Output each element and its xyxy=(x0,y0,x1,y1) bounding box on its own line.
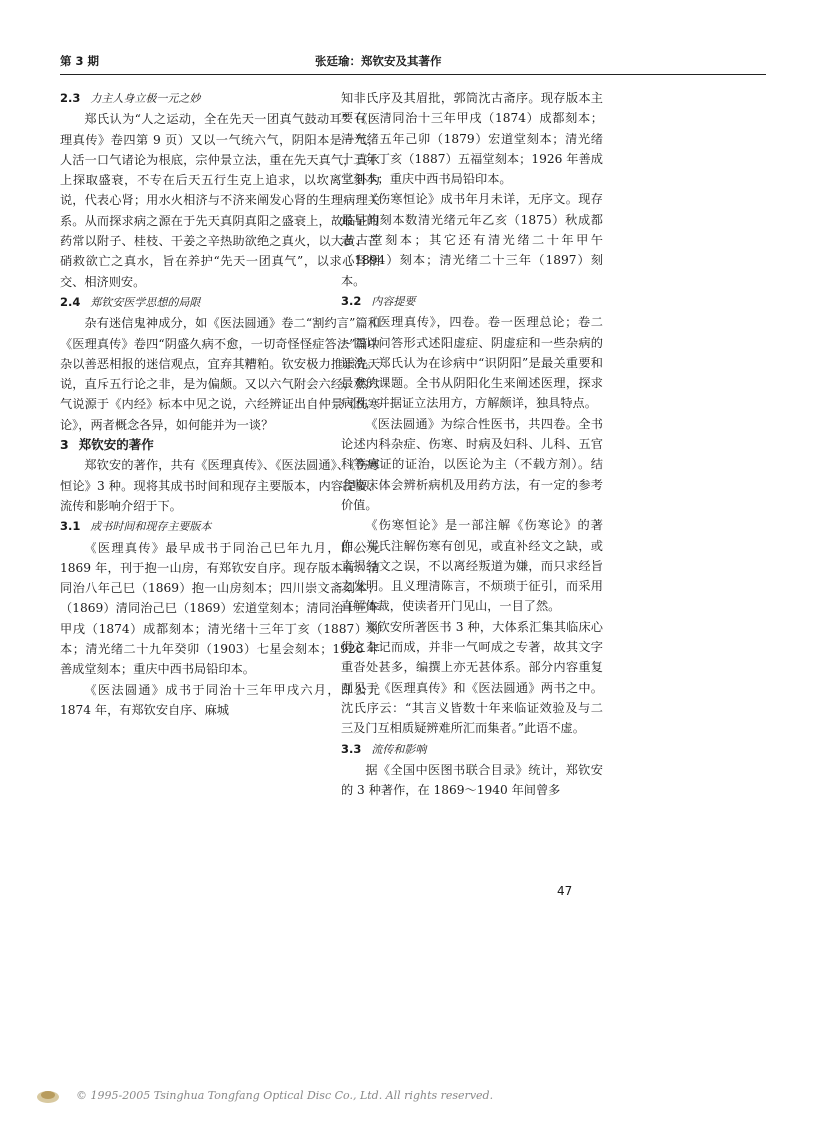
paragraph: 郑钦安所著医书 3 种，大体系汇集其临床心得之杂记而成，并非一气呵成之专著，故其文字重沓处甚多，编撰上亦无甚体系。部分内容重复互见于《医理真传》和《医法圆通》两书之中。沈氏序云：“其言义皆数十年来临证效验及与二三及门互相质疑辨难所汇而集者。”此语不虚。 xyxy=(341,619,603,736)
paragraph: 郑氏认为“人之运动，全在先天一团真气鼓动耳”（《医理真传》卷四第 9 页）又以一气统六气，阴阳本是一气，人活一口气诸论为根底，宗仲景立法，重在先天真气，真水上探取盛衰，不专在后天五行生克上追求，以坎离二卦为说，代表心肾；用水火相济与不济来阐发心肾的生理病理关系。从而探求病之源在于先天真阴真阳之盛衰上，故临证用药常以附子、桂枝、干姜之辛热助欲绝之真火，以大黄、芒硝救欲亡之真水，旨在养护“先天一团真气”，以求心肾相交、相济则安。 xyxy=(60,112,380,289)
publisher-logo-icon xyxy=(36,1088,60,1104)
subsection-heading: 2.3 力主人身立极一元之妙 xyxy=(60,91,201,105)
issue-number: 第 3 期 xyxy=(60,54,100,68)
paragraph: 《医理真传》，四卷。卷一医理总论；卷二～四以问答形式述阳虚症、阴虚症和一些杂病的证治。郑氏认为在诊病中“识阴阳”是最关重要和最难的课题。全书从阴阳化生来阐述医理，探求病因，并据证立法用方，方解颇详，独具特点。 xyxy=(341,315,603,411)
paragraph: 《伤寒恒论》成书年月未详，无序文。现存最早的刻本数清光绪元年乙亥（1875）秋成都志古堂刻本；其它还有清光绪二十年甲午（1894）刻本；清光绪二十三年（1897）刻本。 xyxy=(341,192,603,288)
subsection-heading: 2.4 郑钦安医学思想的局限 xyxy=(60,294,201,309)
left-column xyxy=(60,88,380,720)
subsection-heading: 3.3 流传和影响 xyxy=(341,741,427,756)
paragraph: 《医法圆通》成书于同治十三年甲戌六月，即公元 1874 年，有郑钦安自序、麻城 xyxy=(60,682,380,717)
paragraph: 杂有迷信鬼神成分，如《医法圆通》卷二“割约言”篇和《医理真传》卷四“阴盛久病不愈，一切奇怪怪症答法”篇中杂以善恶相报的迷信观点，宜弃其糟粕。钦安极力推崇先天说，直斥五行论之非，是为偏颇。又以六气附会六经，然六气说源于《内经》标本中见之说，六经辨证出自仲景《伤寒论》，两者概念各异，如何能并为一谈？ xyxy=(60,316,380,432)
right-column xyxy=(341,88,603,800)
running-header xyxy=(60,51,766,73)
running-title: 张廷瑜：郑钦安及其著作 xyxy=(315,54,442,68)
paragraph: 《医法圆通》为综合性医书，共四卷。全书论述内科杂症、伤寒、时病及妇科、儿科、五官科等病证的证治，以医论为主（不载方剂）。结合临床体会辨析病机及用药方法，有一定的参考价值。 xyxy=(341,416,603,512)
header-rule xyxy=(60,74,766,75)
copyright-notice: © 1995-2005 Tsinghua Tongfang Optical Disc Co., Ltd. All rights reserved. xyxy=(76,1089,494,1102)
paragraph: 《伤寒恒论》是一部注解《伤寒论》的著作。郑氏注解伤寒有创见，或直补经文之缺，或直揭经文之误，不以离经叛道为嫌，而只求经旨之发明。且义理清陈言，不烦琐于征引，而采用直解体裁，使读者开门见山，一目了然。 xyxy=(341,518,603,614)
paragraph: 《医理真传》最早成书于同治己巳年九月，即公元 1869 年，刊于抱一山房，有郑钦安自序。现存版本有：清同治八年己巳（1869）抱一山房刻本；四川崇文斋刻本；（1869）清同治己巳（1869）宏道堂刻本；清同治十三年甲戌（1874）成都刻本；清光绪十三年丁亥（1887）刻本；清光绪二十九年癸卯（1903）七星会刻本；1926 年善成堂刻本；重庆中西书局铅印本。 xyxy=(60,540,380,677)
subsection-heading: 3.2 内容提要 xyxy=(341,293,416,308)
subsection-heading: 3.1 成书时间和现存主要版本 xyxy=(60,519,212,534)
paragraph: 据《全国中医图书联合目录》统计，郑钦安的 3 种著作，在 1869～1940 年间曾多 xyxy=(341,762,603,798)
paragraph: 郑钦安的著作，共有《医理真传》、《医法圆通》、《伤寒恒论》3 种。现将其成书时间和现存主要版本，内容提要、流传和影响介绍于下。 xyxy=(60,458,380,513)
section-heading: 3 郑钦安的著作 xyxy=(60,437,154,453)
page-number: 47 xyxy=(557,884,573,898)
paragraph: 知非氏序及其眉批，郭筒沈古斋序。现存版本主要有：清同治十三年甲戌（1874）成都刻本；清光绪五年己卯（1879）宏道堂刻本；清光绪十三年丁亥（1887）五福堂刻本；1926 年善成堂刻本；重庆中西书局铅印本。 xyxy=(341,91,603,187)
